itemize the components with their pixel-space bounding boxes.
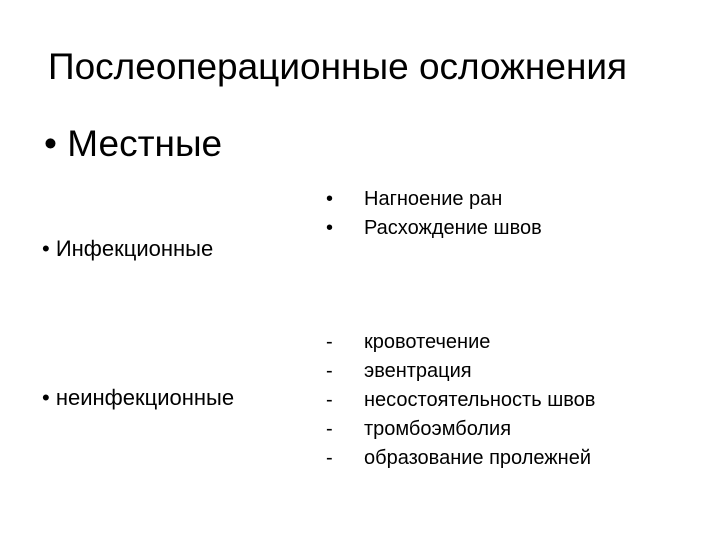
category-infectious bbox=[42, 235, 213, 263]
bullet-marker: • bbox=[326, 188, 334, 210]
list-item-text: Расхождение швов bbox=[364, 217, 542, 239]
bullet-marker: • bbox=[44, 123, 57, 164]
list-item bbox=[326, 357, 595, 386]
list-item-text: кровотечение bbox=[364, 331, 491, 353]
main-bullet-text: Местные bbox=[67, 123, 223, 164]
main-bullet bbox=[44, 121, 222, 167]
list-item-text: эвентрация bbox=[364, 360, 472, 382]
infectious-complications-list bbox=[326, 185, 542, 243]
dash-marker: - bbox=[326, 447, 333, 469]
list-item bbox=[326, 415, 595, 444]
bullet-marker: • bbox=[326, 217, 334, 239]
list-item-text: несостоятельность швов bbox=[364, 389, 596, 411]
list-item bbox=[326, 444, 595, 473]
list-item bbox=[326, 386, 595, 415]
category-label: неинфекционные bbox=[55, 385, 235, 410]
dash-marker: - bbox=[326, 331, 333, 353]
slide-title: Послеоперационные осложнения bbox=[48, 46, 628, 87]
dash-marker: - bbox=[326, 389, 333, 411]
bullet-marker: • bbox=[42, 236, 50, 261]
list-item-text: образование пролежней bbox=[364, 447, 592, 469]
list-item bbox=[326, 214, 542, 243]
list-item bbox=[326, 185, 542, 214]
category-label: Инфекционные bbox=[55, 236, 214, 261]
category-noninfectious bbox=[42, 384, 234, 412]
bullet-marker: • bbox=[42, 385, 50, 410]
list-item bbox=[326, 328, 595, 357]
list-item-text: тромбоэмболия bbox=[364, 418, 512, 440]
noninfectious-complications-list bbox=[326, 328, 595, 473]
list-item-text: Нагноение ран bbox=[364, 188, 503, 210]
dash-marker: - bbox=[326, 418, 333, 440]
dash-marker: - bbox=[326, 360, 333, 382]
